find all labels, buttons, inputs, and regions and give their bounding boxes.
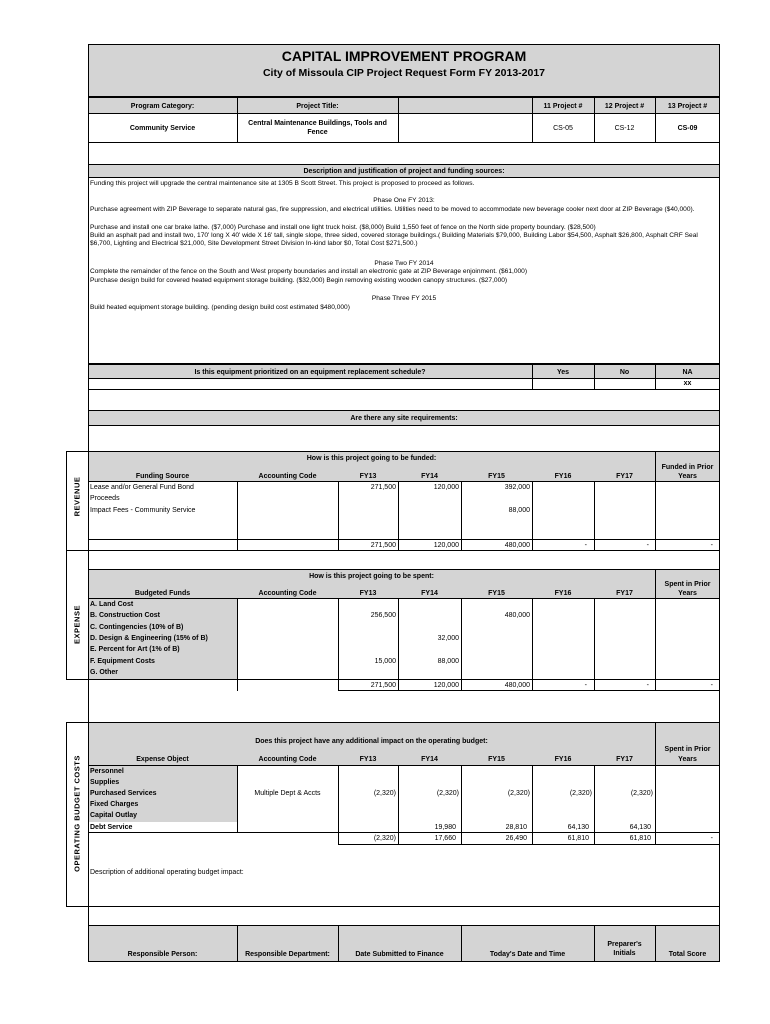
project-title-line2: Fence (307, 129, 328, 136)
funding-row1-fy14: 120,000 (433, 484, 459, 491)
funding-total-fy13: 271,500 (370, 542, 396, 549)
equipment-na-label: NA (682, 369, 693, 376)
operating-col-fy16: FY16 (554, 756, 572, 763)
description-heading: Description and justification of project and funding sources: (303, 168, 505, 175)
funding-total-fy17: - (646, 542, 649, 549)
spending-col-funds: Budgeted Funds (134, 590, 191, 597)
spending-col-fy17: FY17 (616, 590, 633, 597)
phase3-title: Phase Three FY 2015 (371, 295, 437, 302)
spending-b-fy15: 480,000 (504, 612, 530, 619)
phase1-line2: Purchase and install one car brake lathe. ($7,000) Purchase and install one light truck hoist. ($8,000) Build 1,550 feet of fence on the North side property boundary. ($28,500) (90, 224, 596, 231)
spending-f-fy14: 88,000 (437, 658, 459, 665)
spending-total-fy15: 480,000 (504, 682, 530, 689)
operating-col-object: Expense Object (136, 756, 189, 763)
operating-col-fy17: FY17 (616, 756, 633, 763)
operating-row-fixed: Fixed Charges (90, 801, 139, 808)
funding-col-fy16: FY16 (554, 473, 572, 480)
operating-purchased-fy17: (2,320) (630, 790, 653, 797)
funding-col-fy17: FY17 (616, 473, 633, 480)
operating-total-prior: - (710, 835, 713, 842)
phase2-line2: Purchase design build for covered heated equipment storage building. ($32,000) Begin removing existing wooden canopy structures. ($27,000) (90, 277, 508, 284)
equipment-yes-label: Yes (556, 369, 570, 376)
footer-preparer-2: Initials (613, 950, 636, 957)
funding-spacer (88, 550, 720, 570)
operating-col-fy15: FY15 (488, 756, 505, 763)
spending-b-fy13: 256,500 (370, 612, 396, 619)
operating-purchased-code: Multiple Dept & Accts (254, 790, 321, 797)
funding-question: How is this project going to be funded: (306, 455, 437, 462)
operating-debt-fy16: 64,130 (567, 824, 589, 831)
funding-col-prior-2: Years (678, 473, 697, 480)
project-title-line1: Central Maintenance Buildings, Tools and (248, 120, 387, 127)
operating-total-fy17: 61,810 (629, 835, 651, 842)
spending-total-fy14: 120,000 (433, 682, 459, 689)
spending-total-fy13: 271,500 (370, 682, 396, 689)
spending-total-fy17: - (646, 682, 649, 689)
funding-col-fy15: FY15 (488, 473, 505, 480)
funding-row2-fy15: 88,000 (508, 507, 530, 514)
operating-col-code: Accounting Code (258, 756, 317, 763)
spending-col-code: Accounting Code (258, 590, 317, 597)
equipment-no-label: No (619, 369, 630, 376)
site-question: Are there any site requirements: (350, 415, 458, 422)
phase3-line1: Build heated equipment storage building. (pending design build cost estimated $480,000) (90, 304, 350, 311)
phase2-line1: Complete the remainder of the fence on the South and West property boundaries and install an electronic gate at ZIP Beverage enjoinment. ($61,000) (90, 268, 528, 275)
operating-row-personnel: Personnel (90, 768, 124, 775)
page-title: CAPITAL IMPROVEMENT PROGRAM (281, 48, 527, 64)
spending-row-d: D. Design & Engineering (15% of B) (90, 635, 208, 642)
operating-debt-fy15: 28,810 (505, 824, 527, 831)
funding-col-source: Funding Source (135, 473, 190, 480)
equipment-question: Is this equipment prioritized on an equipment replacement schedule? (194, 369, 426, 376)
project-number-11-value: CS-05 (553, 125, 573, 132)
description-intro: Funding this project will upgrade the central maintenance site at 1305 B Scott Street. This project is proposed to proceed as follows. (90, 180, 475, 187)
site-answer-area (88, 425, 720, 452)
funding-col-code: Accounting Code (258, 473, 317, 480)
project-title-label: Project Title: (296, 103, 339, 110)
operating-col-fy13: FY13 (359, 756, 377, 763)
spending-total-prior: - (710, 682, 713, 689)
phase2-title: Phase Two FY 2014 (374, 260, 434, 267)
spending-row-b: B. Construction Cost (90, 612, 160, 619)
program-category-label: Program Category: (130, 103, 195, 110)
equipment-spacer (88, 389, 720, 411)
program-category-value: Community Service (129, 125, 196, 132)
operating-question: Does this project have any additional impact on the operating budget: (255, 738, 488, 745)
operating-debt-fy14: 19,980 (434, 824, 456, 831)
operating-row-debt: Debt Service (90, 824, 133, 831)
spending-row-e: E. Percent for Art (1% of B) (90, 646, 180, 653)
operating-col-prior-2: Years (678, 756, 697, 763)
project-number-11-label: 11 Project # (543, 103, 583, 110)
funding-row1-fy15: 392,000 (504, 484, 530, 491)
spending-col-fy14: FY14 (421, 590, 438, 597)
operating-spacer (88, 906, 720, 926)
revenue-side-label: REVENUE (72, 476, 82, 517)
operating-row-capital: Capital Outlay (90, 812, 138, 819)
spending-row-a: A. Land Cost (90, 601, 134, 608)
footer-responsible-person: Responsible Person: (127, 951, 198, 958)
spending-col-fy16: FY16 (554, 590, 572, 597)
operating-total-fy14: 17,660 (434, 835, 456, 842)
expense-side-label: EXPENSE (72, 605, 82, 644)
footer-total-score: Total Score (668, 951, 707, 958)
funding-row1-fy13: 271,500 (370, 484, 396, 491)
spending-col-fy15: FY15 (488, 590, 505, 597)
operating-row-supplies: Supplies (90, 779, 120, 786)
equipment-na-value: xx (683, 380, 692, 387)
spending-col-prior-1: Spent in Prior (664, 581, 711, 588)
funding-total-fy15: 480,000 (504, 542, 530, 549)
spending-row-c: C. Contingencies (10% of B) (90, 624, 184, 631)
operating-total-fy16: 61,810 (567, 835, 589, 842)
operating-col-prior-1: Spent in Prior (664, 746, 711, 753)
funding-total-prior: - (710, 542, 713, 549)
operating-purchased-fy14: (2,320) (436, 790, 459, 797)
page-subtitle: City of Missoula CIP Project Request Form FY 2013-2017 (262, 67, 546, 79)
operating-purchased-fy15: (2,320) (507, 790, 530, 797)
spacer-row (88, 142, 720, 165)
spending-f-fy13: 15,000 (374, 658, 396, 665)
spending-col-prior-2: Years (678, 590, 697, 597)
funding-row1-label-a: Lease and/or General Fund Bond (90, 484, 194, 491)
spending-d-fy14: 32,000 (437, 635, 459, 642)
footer-responsible-department: Responsible Department: (245, 951, 330, 958)
project-number-13-label: 13 Project # (667, 103, 708, 110)
operating-total-fy15: 26,490 (505, 835, 527, 842)
phase1-title: Phase One FY 2013: (373, 197, 435, 204)
project-number-13-value: CS-09 (677, 125, 698, 132)
funding-row2-label: Impact Fees - Community Service (90, 507, 196, 514)
funding-col-prior-1: Funded in Prior (661, 464, 714, 471)
funding-col-fy14: FY14 (421, 473, 438, 480)
project-number-12-label: 12 Project # (604, 103, 645, 110)
phase1-line1: Purchase agreement with ZIP Beverage to separate natural gas, fire suppression, and electrical utilities. Utilities need to be moved to accommodate new beverage cooler next door at ZIP Beverage ($40,000). (90, 206, 695, 213)
operating-col-fy14: FY14 (421, 756, 438, 763)
funding-row1-label-b: Proceeds (90, 495, 120, 502)
spending-row-g: G. Other (90, 669, 119, 676)
funding-total-fy16: - (584, 542, 587, 549)
spending-total-fy16: - (584, 682, 587, 689)
spending-col-fy13: FY13 (359, 590, 377, 597)
footer-date-submitted: Date Submitted to Finance (355, 951, 444, 958)
spending-question: How is this project going to be spent: (309, 573, 434, 580)
phase1-line3: Build an asphalt pad and install two, 170' long X 40' wide X 16' tall, single slope, three sided, covered storage buildings.( Building Materials $79,000, Building Labor $54,500, Asphalt $26,800, Asphalt CRF Seal $6,700, Lighting and Electrical $21,000, Site Development Street Division In-kind labor $0, Total Cost $271,500.) (90, 232, 698, 248)
funding-total-fy14: 120,000 (433, 542, 459, 549)
operating-side-label: OPERATING BUDGET COSTS (72, 755, 82, 872)
operating-row-purchased: Purchased Services (90, 790, 157, 797)
project-number-12-value: CS-12 (614, 125, 635, 132)
operating-total-fy13: (2,320) (373, 835, 396, 842)
spending-row-f: F. Equipment Costs (90, 658, 155, 665)
footer-preparer-1: Preparer's (607, 941, 642, 948)
operating-debt-fy17: 64,130 (629, 824, 651, 831)
funding-col-fy13: FY13 (359, 473, 377, 480)
operating-purchased-fy13: (2,320) (373, 790, 396, 797)
operating-purchased-fy16: (2,320) (569, 790, 592, 797)
footer-today-date: Today's Date and Time (489, 951, 566, 958)
operating-impact-description: Description of additional operating budget impact: (90, 869, 244, 876)
